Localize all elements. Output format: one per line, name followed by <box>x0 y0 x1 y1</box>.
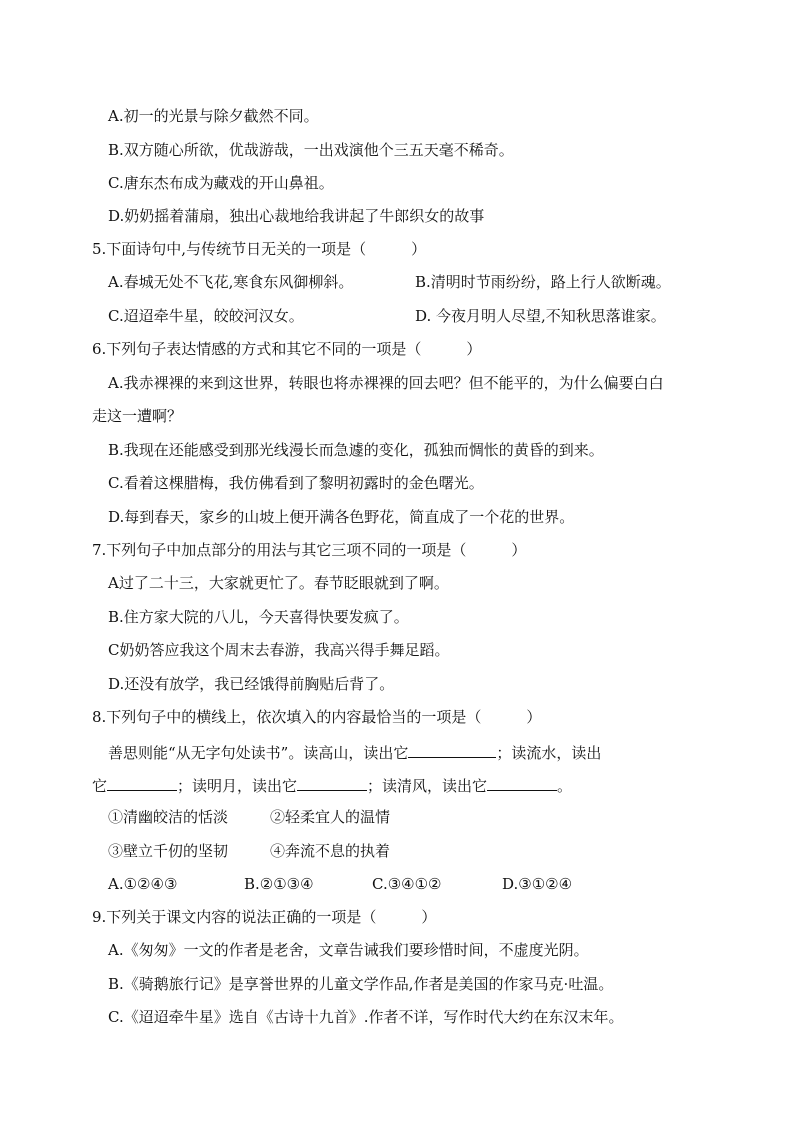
q5-option-d: D. 今夜月明人尽望,不知秋思落谁家。 <box>415 307 666 325</box>
q7-stem: 7.下列句子中加点部分的用法与其它三项不同的一项是（ ） <box>92 541 527 559</box>
q6-option-d: D.每到春天，家乡的山坡上便开满各色野花，简直成了一个花的世界。 <box>108 508 575 526</box>
q7-option-b: B.住方家大院的八儿，今天喜得快要发疯了。 <box>108 608 409 626</box>
q5-option-b: B.清明时节雨纷纷，路上行人欲断魂。 <box>415 273 671 291</box>
q6-stem: 6.下列句子表达情感的方式和其它不同的一项是（ ） <box>92 340 482 358</box>
q5-stem: 5.下面诗句中,与传统节日无关的一项是（ ） <box>92 240 427 258</box>
q6-option-b: B.我现在还能感受到那光线漫长而急遽的变化，孤独而惆怅的黄昏的到来。 <box>108 441 604 459</box>
q8-choice-4: ④奔流不息的执着 <box>270 842 391 860</box>
q9-stem: 9.下列关于课文内容的说法正确的一项是（ ） <box>92 908 437 926</box>
q8-choice-2: ②轻柔宜人的温情 <box>270 808 391 826</box>
q8-choice-3: ③壁立千仞的坚韧 <box>108 842 229 860</box>
q6-option-c: C.看着这棵腊梅，我仿佛看到了黎明初露时的金色曙光。 <box>108 474 484 492</box>
fill-blank <box>297 774 367 791</box>
q8-choice-1: ①清幽皎洁的恬淡 <box>108 808 229 826</box>
q8-option-c: C.③④①② <box>372 875 442 893</box>
q8-option-d: D.③①②④ <box>502 875 573 893</box>
q9-option-b: B.《骑鹅旅行记》是享誉世界的儿童文学作品,作者是美国的作家马克·吐温。 <box>108 975 614 993</box>
q8-text: 善思则能“从无字句处读书”。读高山，读出它 <box>108 744 409 762</box>
q8-option-b: B.②①③④ <box>244 875 314 893</box>
q8-option-a: A.①②④③ <box>108 875 178 893</box>
fill-blank <box>487 774 557 791</box>
q8-passage-line1 <box>108 741 601 763</box>
q9-option-c: C.《迢迢牵牛星》选自《古诗十九首》.作者不详，写作时代大约在东汉末年。 <box>108 1008 624 1026</box>
q4-option-b: B.双方随心所欲，优哉游哉，一出戏演他个三五天毫不稀奇。 <box>108 141 514 159</box>
q6-option-a-line1: A.我赤裸裸的来到这世界，转眼也将赤裸裸的回去吧？但不能平的，为什么偏要白白 <box>108 374 664 392</box>
q5-option-c: C.迢迢牵牛星，皎皎河汉女。 <box>108 307 304 325</box>
q7-option-c: C奶奶答应我这个周末去春游，我高兴得手舞足蹈。 <box>108 641 450 659</box>
q4-option-a: A.初一的光景与除夕截然不同。 <box>108 107 319 125</box>
q8-text: ；读明月，读出它 <box>177 777 298 795</box>
q5-option-a: A.春城无处不飞花,寒食东风御柳斜。 <box>108 273 354 291</box>
q9-option-a: A.《匆匆》一文的作者是老舍，文章告诫我们要珍惜时间，不虚度光阴。 <box>108 941 589 959</box>
q8-text: 它 <box>92 777 108 795</box>
q8-passage-line2 <box>92 774 572 796</box>
q4-option-c: C.唐东杰布成为藏戏的开山鼻祖。 <box>108 174 334 192</box>
q8-text: ；读流水，读出 <box>496 744 602 762</box>
fill-blank <box>408 741 496 758</box>
q7-option-d: D.还没有放学，我已经饿得前胸贴后背了。 <box>108 675 395 693</box>
q8-text: 。 <box>557 777 573 795</box>
q8-text: ；读清风，读出它 <box>367 777 488 795</box>
q8-stem: 8.下列句子中的横线上，依次填入的内容最恰当的一项是（ ） <box>92 708 542 726</box>
q6-option-a-line2: 走这一遭啊？ <box>92 407 183 425</box>
q4-option-d: D.奶奶摇着蒲扇，独出心裁地给我讲起了牛郎织女的故事 <box>108 207 485 225</box>
q7-option-a: A过了二十三，大家就更忙了。春节眨眼就到了啊。 <box>108 574 449 592</box>
fill-blank <box>107 774 177 791</box>
